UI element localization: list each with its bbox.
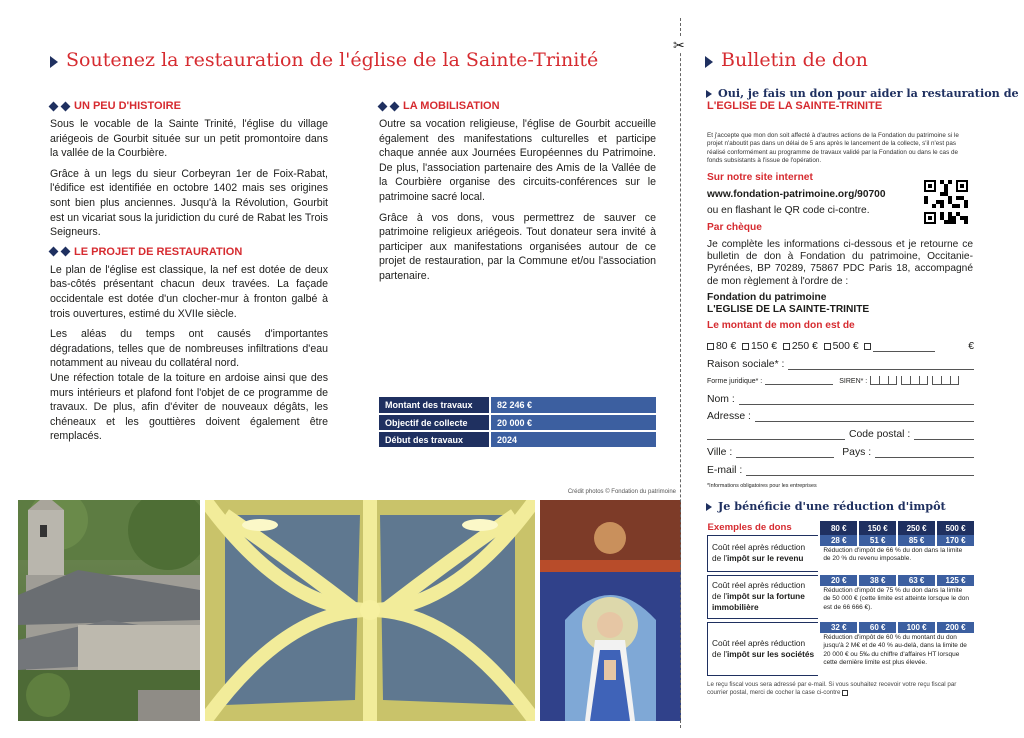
oui-line: Oui, je fais un don pour aider la restauration de [706,86,1019,100]
amount-checkbox[interactable] [783,343,790,350]
figure-row: Objectif de collecte 20 000 € [379,414,656,431]
amount-checkbox[interactable] [707,343,714,350]
postal-receipt-checkbox[interactable] [842,690,848,696]
raison-sociale-field[interactable] [788,359,974,370]
page-title: Soutenez la restauration de l'église de la Sainte-Trinité [50,49,598,71]
figure-row: Montant des travaux 82 246 € [379,397,656,414]
figure-row: Début des travaux 2024 [379,431,656,448]
amount-checkbox[interactable] [742,343,749,350]
diamond-icon [378,101,388,111]
other-amount-checkbox[interactable] [864,343,871,350]
cheque-heading: Par chèque [707,222,762,233]
raison-row: Raison sociale* : [707,359,974,370]
payee-block: Fondation du patrimoine L'EGLISE DE LA SAINTE-TRINITE [707,292,870,315]
mandatory-note: *Informations obligatoires pour les entreprises [707,483,817,489]
receipt-note: Le reçu fiscal vous sera adressé par e-mail. Si vous souhaitez recevoir votre reçu fiscal par courrier postal, merci de cocher la case ci-contre [707,681,957,697]
row-label: Coût réel après réduction de l'impôt sur les sociétés [708,622,820,675]
photo-credit: Crédit photos © Fondation du patrimoine [567,489,676,495]
ville-row: Ville : Pays : [707,447,974,458]
forme-juridique-field[interactable] [765,384,833,385]
row-note: Réduction d'impôt de 75 % du don dans la limite de 50 000 € (cette limite est atteinte lorsque le don est de 66 666 €). [819,586,974,618]
amount-heading: Le montant de mon don est de [707,320,855,331]
church-exterior-illustration [18,500,200,721]
vaulted-ceiling-photo [205,500,535,721]
diamond-icon [61,101,71,111]
row-label: Coût réel après réduction de l'impôt sur le revenu [708,535,820,571]
row-note: Réduction d'impôt de 60 % du montant du don jusqu'à 2 M€ et de 40 % au-delà, dans la limite de 20 000 € ou 5‰ du chiffre d'affaires HT lorsque cette dernière limite est plus élevée. [819,633,974,675]
project-name: L'EGLISE DE LA SAINTE-TRINITE [707,100,883,112]
church-exterior-photo [18,500,200,721]
examples-header-row: Exemples de dons 80 € 150 € 250 € 500 € [708,521,975,535]
email-row: E-mail : [707,465,974,476]
disclaimer-text: Et j'accepte que mon don soit affecté à d'autres actions de la Fondation du patrimoine si le projet n'aboutit pas dans un délai de 5 ans après le lancement de la collecte, s'il n'est pas réalisé conformément au programme de travaux validé par la Fondation ou dans le cas de fonds subsistants à l'issue de l'opération. [707,132,959,165]
amount-options: 80 € 150 € 250 € 500 € € [707,341,974,352]
mobilisation-text: Outre sa vocation religieuse, l'église de Gourbit accueille également des manifestations culturelles et participe chaque année aux Journées Européennes du Patrimoine. De plus, l'association partenaire des Amis de la Vallée de la Courbière organise des circuits-conférences sur le patrimoine sacré local. Grâce à vos dons, vous permettrez de sauver ce patrimoine religieux ariégeois. Tout donateur sera invité à participer aux manifestations organisées autour de ce projet de restauration, par la Commune et/ou l'association partenaire. [379,118,656,282]
nom-field[interactable] [739,394,974,405]
project-heading: LE PROJET DE RESTAURATION [50,246,328,258]
other-amount-field[interactable] [873,351,935,352]
history-column [50,100,328,450]
stained-glass-photo [540,500,681,721]
cp-row: Code postal : [707,429,974,440]
tax-reduction-table [707,521,974,676]
history-text: Sous le vocable de la Sainte Trinité, l'église du village ariégeois de Gourbit située sur un petit promontoire dans la vallée de la Courbière. Grâce à un legs du sieur Corbeyran 1er de Foix-Rabat, l'édifice est identifiée en octobre 1402 mais ses origines sont bien plus anciennes. Jusqu'à la Révolution, Gourbit est un vicariat sous la juridiction du curé de Rabat les Trois Seigneurs. [50,118,328,239]
triangle-bullet-icon [705,56,713,68]
reduction-heading: Je bénéficie d'une réduction d'impôt [706,499,946,513]
triangle-bullet-icon [50,56,58,68]
nom-row: Nom : [707,394,974,405]
cut-line [680,18,681,728]
qr-instruction: ou en flashant le QR code ci-contre. [707,205,870,216]
table-row: Coût réel après réduction de l'impôt sur le revenu 28 € 51 € 85 € 170 € [708,535,975,546]
row-note: Réduction d'impôt de 66 % du don dans la limite de 20 % du revenu imposable. [819,546,974,571]
triangle-bullet-icon [706,90,712,98]
diamond-icon [49,247,59,257]
site-heading: Sur notre site internet [707,172,813,183]
ceiling-illustration [205,500,535,721]
table-row: Coût réel après réduction de l'impôt sur les sociétés 32 € 60 € 100 € 200 € [708,622,975,633]
mobilisation-heading: LA MOBILISATION [379,100,656,112]
project-figures-table [379,397,656,449]
triangle-bullet-icon [706,503,712,511]
bulletin-title: Bulletin de don [705,49,868,71]
adresse-line2-field[interactable] [707,429,845,440]
adresse-row: Adresse : [707,411,974,422]
diamond-icon [390,101,400,111]
donation-url-link[interactable]: www.fondation-patrimoine.org/90700 [707,189,886,200]
forme-row: Forme juridique* : SIREN* : [707,376,974,385]
code-postal-field[interactable] [914,429,974,440]
pays-field[interactable] [875,447,974,458]
cheque-text: Je complète les informations ci-dessous et je retourne ce bulletin de don à Fondation du patrimoine, Occitanie-Pyrénées, BP 70289, 75867 PDC Paris 18, accompagné de mon règlement à l'ordre de : [707,239,973,287]
table-row: Coût réel après réduction de l'impôt sur la fortune immobilière 20 € 38 € 63 € 125 € [708,575,975,586]
ville-field[interactable] [736,447,834,458]
history-heading: UN PEU D'HISTOIRE [50,100,328,112]
project-text: Le plan de l'église est classique, la nef est dotée de deux bas-côtés présentant chacun deux travées. La façade occidentale est dotée d'un clocher-mur à fronton galbé à trois ouvertures, estimé du XVIIe siècle. Les aléas du temps ont causés d'importantes dégradations, telles que de nombreuses infiltrations d'eau notamment au niveau du collatéral nord. Une réfection totale de la toiture en ardoise ainsi que des murs intérieurs et plafond font l'objet de ce programme de travaux. De plus, afin d'éviter de nouveaux dégâts, les chéneaux et les gouttières doivent également être remplacés. [50,263,328,443]
adresse-field[interactable] [755,411,974,422]
diamond-icon [61,247,71,257]
siren-field[interactable] [870,376,959,385]
amount-checkbox[interactable] [824,343,831,350]
qr-code-icon[interactable] [924,180,968,224]
mobilisation-column [379,100,656,290]
diamond-icon [49,101,59,111]
scissors-icon: ✂ [673,37,685,53]
email-field[interactable] [746,465,974,476]
row-label: Coût réel après réduction de l'impôt sur la fortune immobilière [708,575,820,618]
stained-glass-illustration [540,500,681,721]
